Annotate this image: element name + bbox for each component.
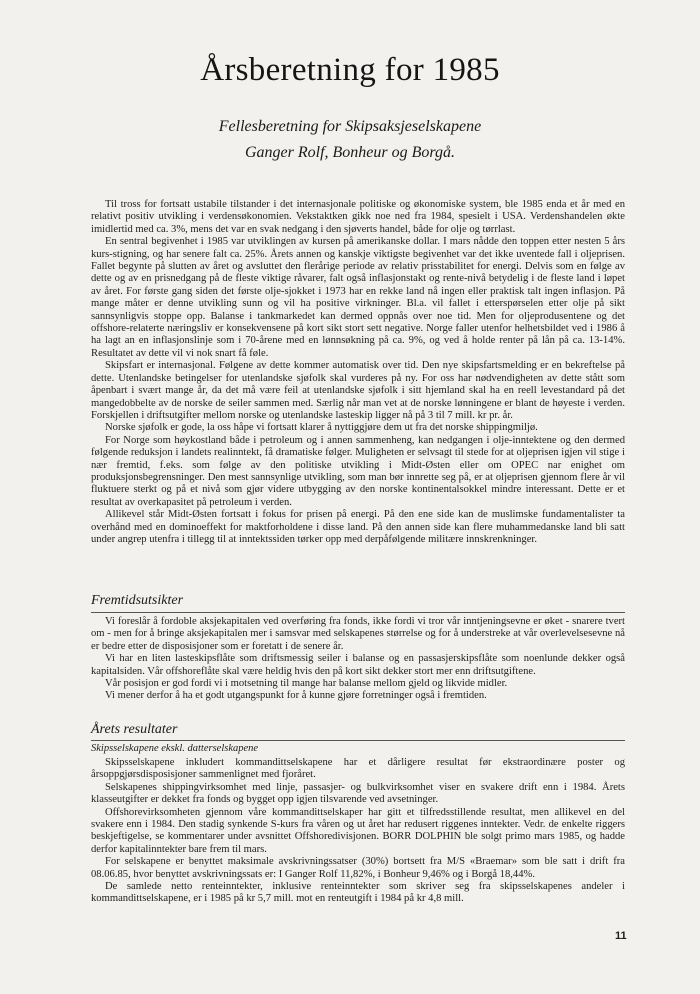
intro-text — [91, 199, 625, 546]
paragraph: Vi mener derfor å ha et godt utgangspunkt for å kunne gjøre forretninger også i fremtiden. — [105, 690, 487, 702]
section-divider — [91, 740, 625, 741]
future-text — [91, 616, 625, 703]
subtitle-line-1: Fellesberetning for Skipsaksjeselskapene — [218, 118, 482, 135]
paragraph: Offshorevirksomheten gjennom våre kommandittselskaper har gitt et tilfredsstillende resultat, men allikevel en del svakere enn i 1984. Den stadig synkende S-kurs fra våren og ut året har redusert riggenes inntekter. Vedr. de enkelte riggers beskjeftigelse, se kommentarer under avsnittet Offshoredivisjonen. BORR DOLPHIN ble solgt primo mars 1985, og hadde derfor kapitalinntekter bare frem til mars. — [91, 806, 625, 855]
paragraph: Vår posisjon er god fordi vi i motsetning til mange har balanse mellom gjeld og likvide midler. — [105, 678, 508, 690]
results-text — [91, 757, 625, 906]
paragraph: Allikevel står Midt-Østen fortsatt i fokus for prisen på energi. På den ene side kan de muslimske fundamentalister ta overhånd med en dominoeffekt for maktforholdene i disse land. På den annen side kan flere muhammedanske land bli satt under angrep utenfra i tillegg til at inntektssiden tørker opp med derpåfølgende militære innskrenkninger. — [91, 509, 625, 545]
results-subheading: Skipsselskapene ekskl. datterselskapene — [91, 743, 259, 754]
paragraph: Skipsfart er internasjonal. Følgene av dette kommer automatisk over tid. Den nye skipsfartsmelding er en bekreftelse på dette. Utenlandske betingelser for utenlandske sjøfolk skal vurderes på ny. For oss har nødvendigheten av dette stått som åpenbart i svært mange år, da det må være feil at utenlandske sjøfolk i sitt hjemland skal ha en reell levestandard på det mangedobbelte av de norske de seiler sammen med. Særlig når man vet at de norske lønningene er blant de høyeste i verden. Forskjellen i driftsutgifter mellom norske og utenlandske lasteskip ligger nå på 3 til 7 mill. kr pr. år. — [91, 360, 625, 421]
paragraph: Vi foreslår å fordoble aksjekapitalen ved overføring fra fonds, ikke fordi vi tror vår inntjeningsevne er øket - snarere tvert om - men for å bringe aksjekapitalen mer i samsvar med selskapenes størrelse og for å understreke at vår overlevelsesevne nå er bedre etter de disposisjoner som er foretatt i de senere år. — [91, 616, 625, 652]
paragraph: Selskapenes shippingvirksomhet med linje, passasjer- og bulkvirksomhet viser en svakere drift enn i 1984. Årets klasseutgifter er dekket fra fonds og bygget opp igjen tilsvarende ved avsetninger. — [91, 781, 625, 806]
section-divider — [91, 612, 625, 613]
paragraph: Norske sjøfolk er gode, la oss håpe vi fortsatt klarer å nyttiggjøre dem ut fra det norske shippingmiljø. — [105, 422, 538, 434]
paragraph: Til tross for fortsatt ustabile tilstander i det internasjonale politiske og økonomiske system, ble 1985 enda et år med en relativt positiv utvikling i verdensøkonomien. Vekstaktken gikk noe ned fra 1984, spesielt i USA. Verdenshandelen økte imidlertid med ca. 3%, mens det var en svak nedgang i den sjøverts handel, både for olje og tørrlast. — [91, 199, 625, 235]
paragraph: En sentral begivenhet i 1985 var utviklingen av kursen på amerikanske dollar. I mars nådde den toppen etter nesten 5 års kurs-stigning, og har senere falt ca. 25%. Årets annen og kanskje viktigste begivenhet var det ikke uventede fall i oljeprisen. Fallet begynte på slutten av året og avsluttet den flerårige periode av relativ prisstabilitet for energi. Delvis som en følge av dette og av en prisnedgang på de fleste viktige råvarer, falt også inflasjonstakt og rente-nivå betydelig i de fleste land i løpet av året. For første gang siden det første olje-sjokket i 1973 har en rekke land nå ingen eller praktisk talt ingen inflasjon. På mange måter er denne utvikling sunn og vil ha positive virkninger. Bl.a. vil fallet i etterspørselen etter olje på sikt sannsynligvis stoppe opp. Balanse i tankmarkedet kan dermed oppnås over noe tid. Men for oljeprodusentene og det offshore-relaterte næringsliv er konsekvensene på kort sikt stort sett negative. Norge faller utenfor helhetsbildet ved i 1986 å ha lagt an en inflasjonslinje som i 70-årene med en lønnsøkning på ca. 9%, og ved å holde renter på lån på ca. 13-14%. Resultatet av dette vil vi nok snart få føle. — [91, 236, 625, 359]
section-heading-results: Årets resultater — [91, 722, 178, 737]
paragraph: For Norge som høykostland både i petroleum og i annen sammenheng, kan nedgangen i olje-inntektene og den dermed følgende reduksjon i landets realinntekt, få dramatiske følger. Muligheten er selvsagt til stede for at oljeprisen igjen vil stige i nær fremtid, f.eks. som følge av den politiske utvikling i Midt-Østen eller om OPEC nar enighet om produksjonsbegrensninger. Den mest sannsynlige utvikling, som man bør innrette seg på, er at oljeprisen gjennom flere år vil fluktuere sterkt og på et nivå som gjør videre utbygging av den norske kontinentalsokkel mindre interessant. Dette er et resultat av overkapasitet på petroleum i verden. — [91, 434, 625, 508]
subtitle-line-2: Ganger Rolf, Bonheur og Borgå. — [244, 144, 456, 161]
page-title: Årsberetning for 1985 — [200, 52, 500, 88]
paragraph: For selskapene er benyttet maksimale avskrivningssatser (30%) bortsett fra M/S «Braemar» som ble satt i drift fra 08.06.85, hvor benyttet avskrivningssats er: I Ganger Rolf 11,82%, i Bonheur 9,46% og i Borgå 18,44%. — [91, 856, 625, 880]
paragraph: Vi har en liten lasteskipsflåte som driftsmessig seiler i balanse og en passasjerskipsflåte som noenlunde dekker også kapitalsiden. Vår offshoreflåte skal være heldig hvis den på kort sikt dekker stort mer enn driftsutgiftene. — [91, 653, 625, 677]
section-heading-future: Fremtidsutsikter — [91, 593, 184, 608]
paragraph: De samlede netto renteinntekter, inklusive renteinntekter som skriver seg fra skipsselskapenes andeler i kommandittselskapene, er i 1985 på kr 5,7 mill. mot en renteutgift i 1984 på kr 4,8 mill. — [91, 881, 625, 905]
paragraph: Skipsselskapene inkludert kommandittselskapene har et dårligere resultat før ekstraordinære poster og årsoppgjørsdisposisjoner sammenlignet med fjoråret. — [91, 757, 625, 781]
page-number: 11 — [615, 930, 627, 942]
